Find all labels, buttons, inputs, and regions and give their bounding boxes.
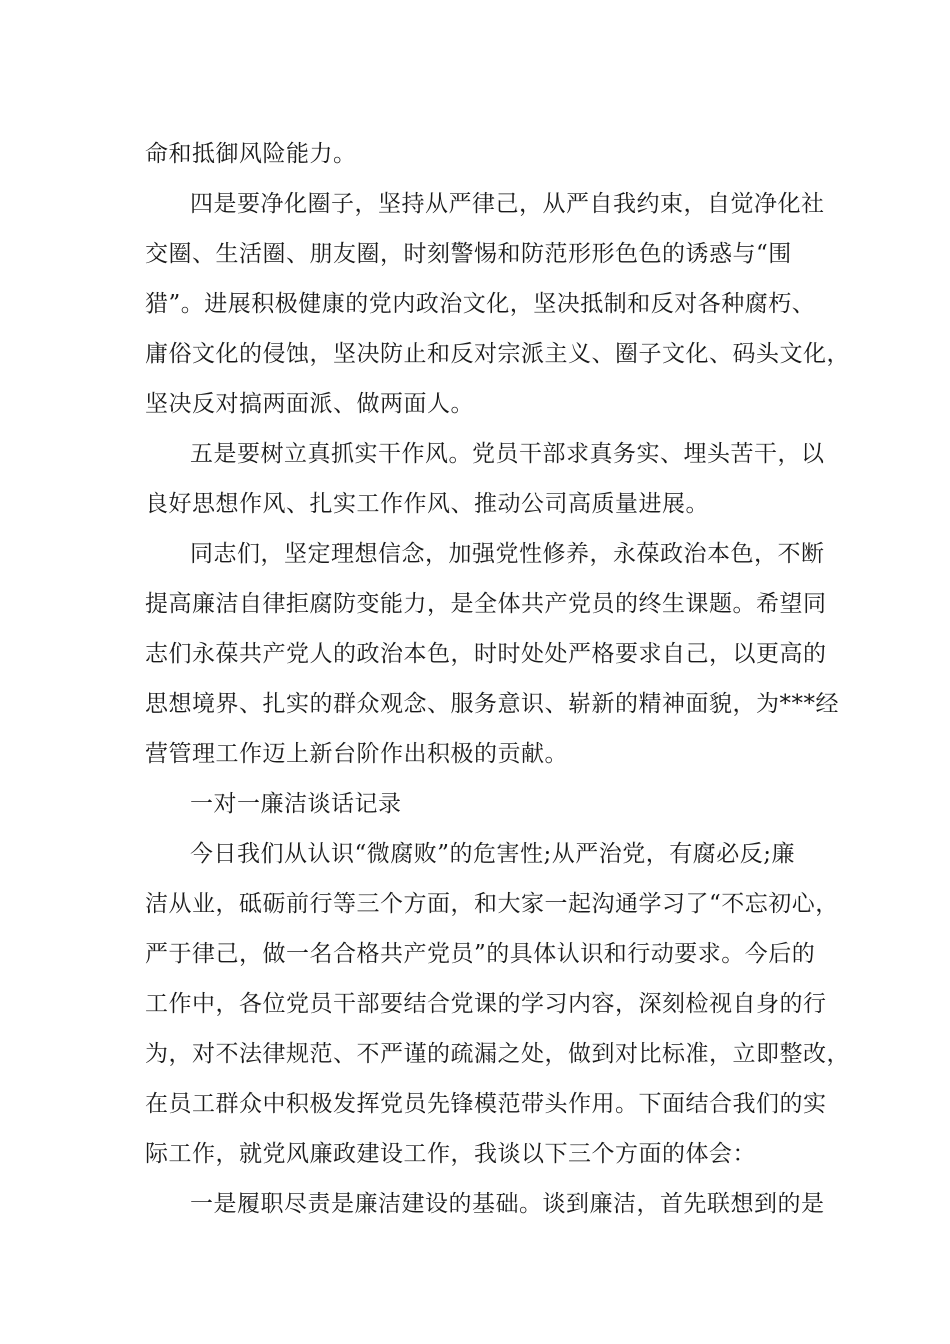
text-line: 工作中，各位党员干部要结合党课的学习内容，深刻检视自身的行	[145, 991, 827, 1017]
text-line: 思想境界、扎实的群众观念、服务意识、崭新的精神面貌，为***经	[145, 691, 839, 717]
text-line: 严于律己，做一名合格共产党员”的具体认识和行动要求。今后的	[145, 941, 816, 967]
text-line: 在员工群众中积极发挥党员先锋模范带头作用。下面结合我们的实	[145, 1091, 827, 1117]
paragraph-start-line: 今日我们从认识“微腐败”的危害性;从严治党，有腐必反;廉	[190, 841, 796, 867]
text-line: 营管理工作迈上新台阶作出积极的贡献。	[145, 741, 568, 767]
text-line: 为，对不法律规范、不严谨的疏漏之处，做到对比标准，立即整改，	[145, 1041, 850, 1067]
text-line: 庸俗文化的侵蚀，坚决防止和反对宗派主义、圈子文化、码头文化，	[145, 341, 850, 367]
text-line: 际工作，就党风廉政建设工作，我谈以下三个方面的体会：	[145, 1141, 756, 1167]
paragraph-start-line: 一是履职尽责是廉洁建设的基础。谈到廉洁，首先联想到的是	[190, 1191, 825, 1217]
section-heading: 一对一廉洁谈话记录	[190, 791, 402, 817]
text-line: 命和抵御风险能力。	[145, 141, 357, 167]
text-line: 良好思想作风、扎实工作作风、推动公司高质量进展。	[145, 491, 709, 517]
paragraph-start-line: 同志们，坚定理想信念，加强党性修养，永葆政治本色，不断	[190, 541, 825, 567]
text-line: 提高廉洁自律拒腐防变能力，是全体共产党员的终生课题。希望同	[145, 591, 827, 617]
paragraph-start-line: 四是要净化圈子，坚持从严律己，从严自我约束，自觉净化社	[190, 191, 825, 217]
text-line: 坚决反对搞两面派、做两面人。	[145, 391, 474, 417]
text-line: 猎”。进展积极健康的党内政治文化，坚决抵制和反对各种腐朽、	[145, 291, 816, 317]
text-line: 洁从业，砥砺前行等三个方面，和大家一起沟通学习了“不忘初心，	[145, 891, 839, 917]
text-line: 志们永葆共产党人的政治本色，时时处处严格要求自己，以更高的	[145, 641, 827, 667]
text-line: 交圈、生活圈、朋友圈，时刻警惕和防范形形色色的诱惑与“围	[145, 241, 792, 267]
paragraph-start-line: 五是要树立真抓实干作风。党员干部求真务实、埋头苦干，以	[190, 441, 825, 467]
